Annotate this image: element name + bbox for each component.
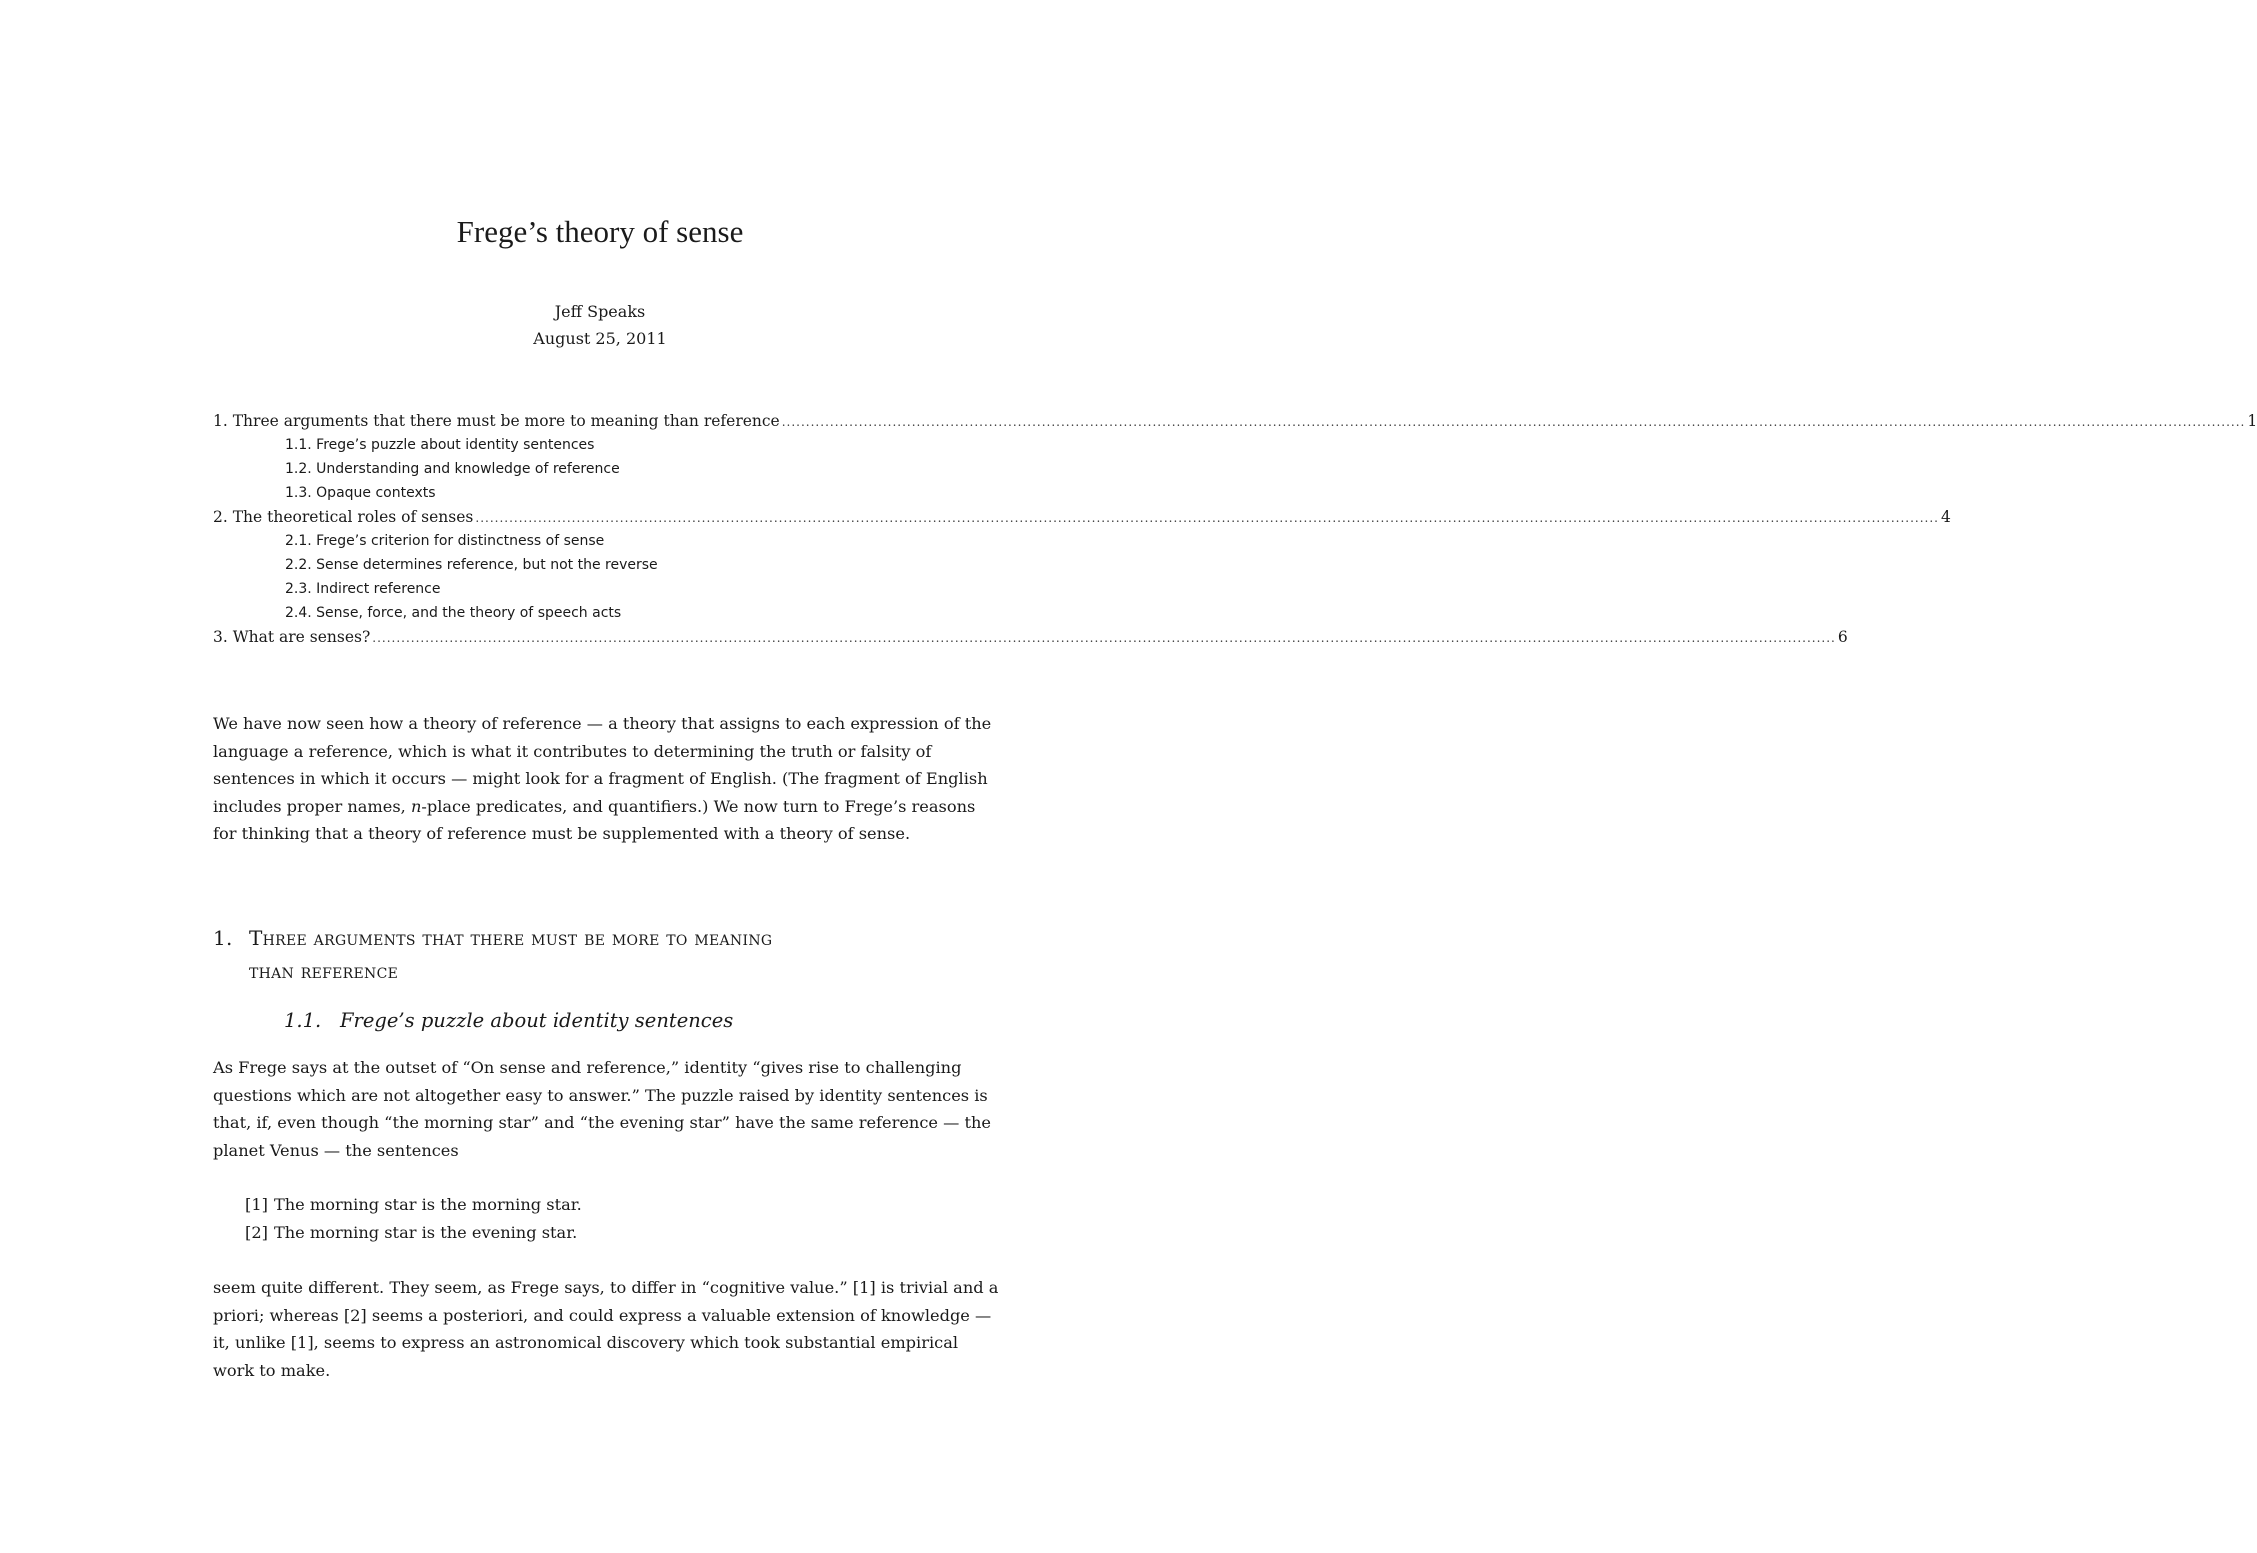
section-title-line: Three arguments that there must be more to meaning — [249, 926, 773, 950]
toc-subentry[interactable]: 2.4. Sense, force, and the theory of speech acts — [285, 605, 622, 621]
example-item — [245, 1191, 582, 1219]
toc-entry-label: 2. The theoretical roles of senses — [213, 508, 474, 526]
toc-entry[interactable] — [213, 625, 1848, 649]
toc-entry-label: 1. Three arguments that there must be more to meaning than reference — [213, 412, 780, 430]
intro-text-part: We have now seen how a theory of reference — a theory that assigns to each expression of the language a reference, which is what it contributes to determining the truth or falsity of sentences in which it occurs — might look for a fragment of English. (The fragment of English includes proper names, — [213, 714, 992, 816]
toc-subentry[interactable]: 2.1. Frege’s criterion for distinctness of sense — [285, 533, 605, 549]
intro-italic-n: n — [410, 796, 422, 816]
author-name: Jeff Speaks — [554, 302, 646, 321]
document-title: Frege’s theory of sense — [456, 214, 744, 249]
example-item — [245, 1219, 582, 1247]
table-of-contents — [213, 409, 2257, 649]
toc-entry-page: 6 — [1837, 628, 1848, 646]
identity-paragraph: As Frege says at the outset of “On sense and reference,” identity “gives rise to challenging questions which are not altogether easy to answer.” The puzzle raised by identity sentences is that, if, even though “the morning star” and “the evening star” have the same reference — the planet Venus — the sentences — [213, 1058, 991, 1160]
toc-subentry[interactable]: 1.2. Understanding and knowledge of reference — [285, 461, 620, 477]
toc-entry-page: 4 — [1940, 508, 1951, 526]
toc-entry[interactable] — [213, 409, 2257, 433]
toc-subentry[interactable]: 1.3. Opaque contexts — [285, 485, 436, 501]
intro-paragraph — [213, 710, 1003, 848]
example-label: [1] — [245, 1195, 268, 1214]
toc-subentry[interactable]: 2.2. Sense determines reference, but not the reverse — [285, 557, 658, 573]
example-text: The morning star is the morning star. — [273, 1195, 582, 1214]
subsection-title: Frege’s puzzle about identity sentences — [340, 1009, 734, 1032]
toc-entry-label: 3. What are senses? — [213, 628, 371, 646]
section-title-line: than reference — [249, 959, 399, 983]
intro-text-part: -place predicates, and quantifiers.) We now turn to Frege’s reasons for thinking that a theory of reference must be supplemented with a theory of sense. — [213, 796, 976, 843]
toc-entry[interactable] — [213, 505, 1951, 529]
example-label: [2] — [245, 1223, 268, 1242]
subsection-1-1-heading — [284, 1006, 733, 1036]
cognitive-value-paragraph: seem quite different. They seem, as Frege says, to differ in “cognitive value.” [1] is trivial and a priori; whereas [2] seems a posteriori, and could express a valuable extension of knowledge — it, unlike [1], seems to express an astronomical discovery which took substantial empirical work to make. — [213, 1278, 999, 1380]
example-text: The morning star is the evening star. — [273, 1223, 578, 1242]
toc-leader-dots: ................................................................................................................................................................................................................................................................................................................ — [372, 631, 1836, 645]
subsection-number: 1.1. — [284, 1009, 322, 1032]
example-sentences — [245, 1191, 582, 1247]
document-date: August 25, 2011 — [533, 329, 667, 348]
toc-leader-dots: ................................................................................................................................................................................................................................................................................................................ — [475, 511, 1939, 525]
toc-subentry[interactable]: 2.3. Indirect reference — [285, 581, 441, 597]
toc-entry-page: 1 — [2247, 412, 2257, 430]
toc-subentry[interactable]: 1.1. Frege’s puzzle about identity sentences — [285, 437, 595, 453]
toc-leader-dots: ................................................................................................................................................................................................................................................................................................................ — [781, 415, 2246, 429]
section-number: 1. — [213, 926, 233, 950]
section-1-heading — [213, 922, 973, 988]
